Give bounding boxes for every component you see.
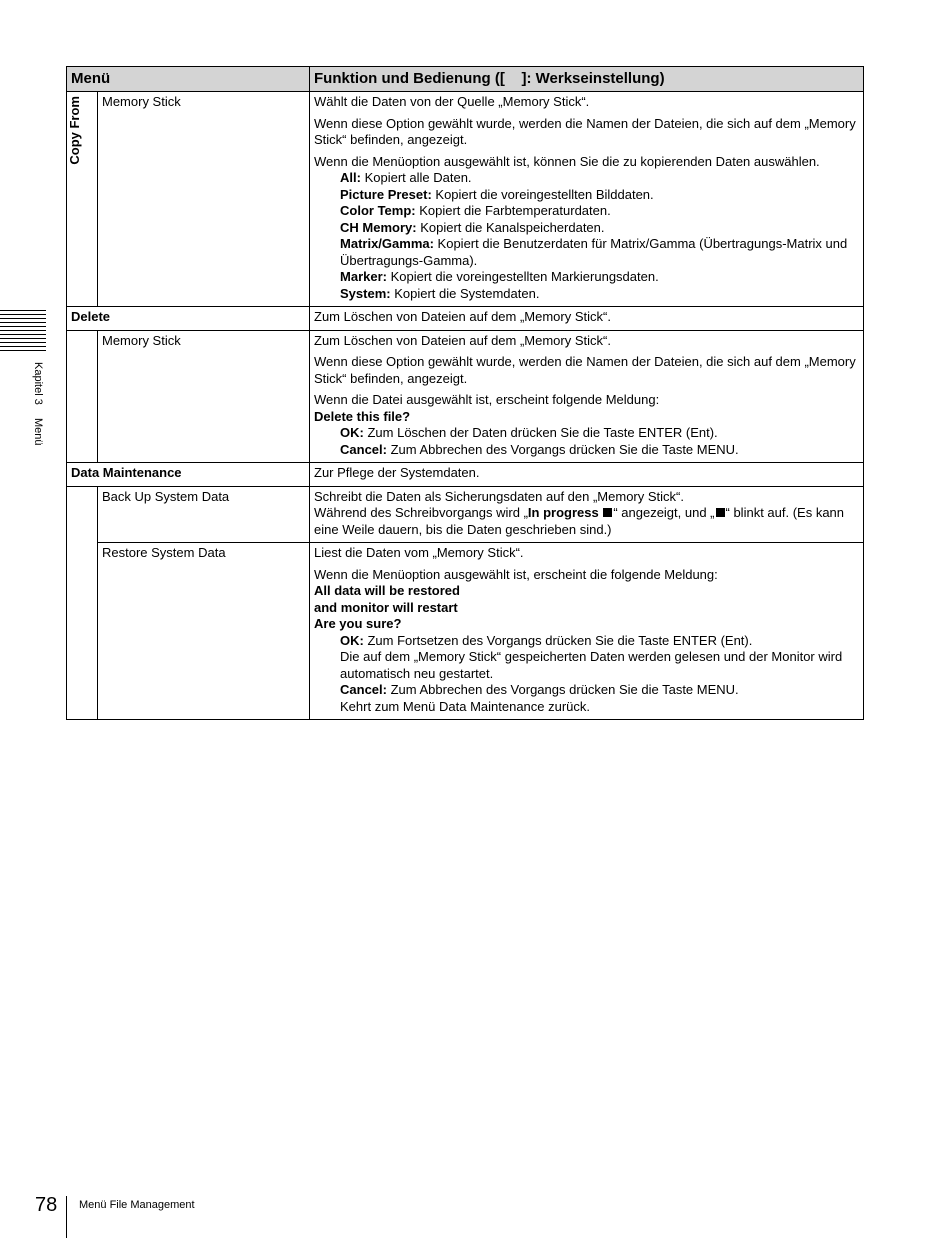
header-function-pre: Funktion und Bedienung ([ [314, 70, 505, 87]
copy-from-item: Memory Stick [98, 92, 310, 307]
restore-message-line: Are you sure? [314, 616, 402, 631]
delete-p3: Wenn die Datei ausgewählt ist, erscheint folgende Meldung: [314, 392, 660, 407]
menu-table [66, 66, 864, 720]
table-row [67, 92, 864, 307]
table-header-row [67, 67, 864, 92]
footer-divider [66, 1196, 67, 1238]
header-menu: Menü [67, 67, 310, 92]
restore-ok-note: Die auf dem „Memory Stick“ gespeicherten Daten werden gelesen und der Monitor wird automatisch neu gestartet. [340, 649, 843, 681]
copy-from-p1: Wählt die Daten von der Quelle „Memory Stick“. [314, 94, 590, 109]
copy-option: Picture Preset: Kopiert die voreingestellten Bilddaten. [340, 186, 654, 202]
table-row [67, 307, 864, 331]
copy-option: System: Kopiert die Systemdaten. [340, 285, 540, 301]
delete-item: Memory Stick [98, 330, 310, 463]
restore-p2: Wenn die Menüoption ausgewählt ist, erscheint die folgende Meldung: [314, 566, 718, 582]
copy-option: All: Kopiert alle Daten. [340, 170, 472, 185]
delete-p1: Zum Löschen von Dateien auf dem „Memory Stick“. [314, 332, 611, 348]
delete-message: Delete this file? [314, 408, 411, 424]
side-tab-stripes [0, 310, 46, 354]
square-icon [716, 508, 725, 517]
backup-line1: Schreibt die Daten als Sicherungsdaten auf den „Memory Stick“. [314, 488, 684, 504]
side-tab-section: Menü [32, 417, 44, 446]
restore-ok: OK: Zum Fortsetzen des Vorgangs drücken Sie die Taste ENTER (Ent). [340, 632, 753, 648]
data-maintenance-label: Data Maintenance [67, 463, 310, 487]
data-maintenance-description: Zur Pflege der Systemdaten. [310, 463, 864, 487]
delete-ok: OK: Zum Löschen der Daten drücken Sie die Taste ENTER (Ent). [340, 425, 718, 440]
restore-item: Restore System Data [98, 543, 310, 720]
copy-option: CH Memory: Kopiert die Kanalspeicherdaten. [340, 219, 605, 235]
copy-option: Matrix/Gamma: Kopiert die Benutzerdaten für Matrix/Gamma (Übertragungs-Matrix und Übertragungs-Gamma). [340, 236, 848, 268]
indent-cell [67, 486, 98, 720]
delete-p2: Wenn diese Option gewählt wurde, werden die Namen der Dateien, die sich auf dem „Memory Stick“ befinden, angezeigt. [314, 354, 856, 386]
delete-description: Zum Löschen von Dateien auf dem „Memory Stick“. [310, 307, 864, 331]
copy-from-description [310, 92, 864, 307]
restore-message-line: All data will be restored [314, 583, 460, 598]
restore-p1: Liest die Daten vom „Memory Stick“. [314, 545, 524, 560]
copy-from-label: Copy From [67, 96, 82, 165]
table-row [67, 486, 864, 543]
indent-cell [67, 330, 98, 463]
backup-description [310, 486, 864, 543]
restore-description [310, 543, 864, 720]
restore-cancel: Cancel: Zum Abbrechen des Vorgangs drücken Sie die Taste MENU. [340, 682, 739, 697]
side-tab-chapter: Kapitel 3 [32, 362, 44, 405]
copy-option: Color Temp: Kopiert die Farbtemperaturdaten. [340, 203, 611, 218]
copy-option: Marker: Kopiert die voreingestellten Markierungsdaten. [340, 269, 659, 284]
copy-from-p3: Wenn die Menüoption ausgewählt ist, können Sie die zu kopierenden Daten auswählen. [314, 153, 820, 169]
footer-title: Menü File Management [79, 1199, 195, 1211]
header-function-post: ]: Werkseinstellung) [521, 70, 665, 87]
side-tab-label [32, 362, 44, 445]
page-footer [0, 1190, 950, 1238]
square-icon [603, 508, 612, 517]
header-function [310, 67, 864, 92]
backup-line2: Während des Schreibvorgangs wird „In progress “ angezeigt, und „ “ blinkt auf. (Es kann eine Weile dauern, bis die Daten geschrieben sind.) [314, 505, 845, 537]
page-number: 78 [35, 1194, 58, 1216]
delete-cancel: Cancel: Zum Abbrechen des Vorgangs drücken Sie die Taste MENU. [340, 441, 739, 457]
delete-item-description [310, 330, 864, 463]
backup-item: Back Up System Data [98, 486, 310, 543]
table-row [67, 543, 864, 720]
restore-cancel-note: Kehrt zum Menü Data Maintenance zurück. [340, 698, 591, 714]
restore-message-line: and monitor will restart [314, 599, 458, 615]
group-label-cell [67, 92, 98, 307]
table-row [67, 463, 864, 487]
copy-from-p2: Wenn diese Option gewählt wurde, werden die Namen der Dateien, die sich auf dem „Memory Stick“ befinden, angezeigt. [314, 115, 856, 147]
table-row [67, 330, 864, 463]
delete-label: Delete [67, 307, 310, 331]
